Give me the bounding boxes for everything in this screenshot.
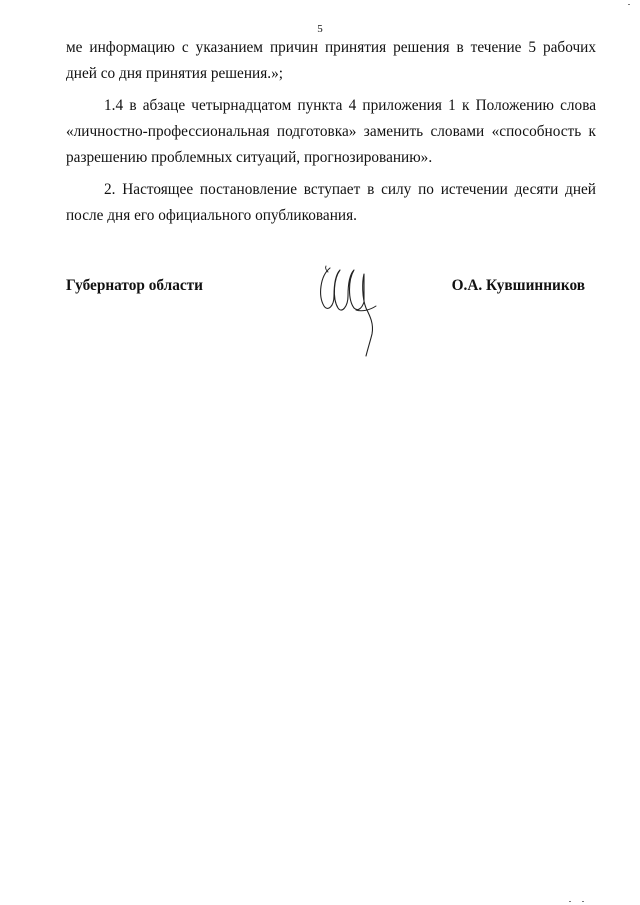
- scan-speck: [569, 901, 571, 902]
- paragraph-effective-date: 2. Настоящее постановление вступает в силу по истечении десяти дней после дня его официального опубликования.: [66, 181, 596, 224]
- signatory-position: Губернатор области: [66, 277, 203, 294]
- paragraph-amendment-1-4: 1.4 в абзаце четырнадцатом пункта 4 приложения 1 к Положению слова «личностно-профессиональная подготовка» заменить словами «способность к разрешению проблемных ситуаций, прогнозированию».: [66, 97, 596, 166]
- scan-speck: [628, 4, 630, 5]
- handwritten-signature-icon: [316, 262, 386, 358]
- signatory-name: О.А. Кувшинников: [451, 277, 585, 294]
- scan-speck: [582, 901, 584, 902]
- document-body: [66, 35, 596, 235]
- page-number: 5: [317, 23, 323, 35]
- paragraph-continuation: ме информацию с указанием причин принятия решения в течение 5 рабочих дней со дня принятия решения.»;: [66, 39, 596, 82]
